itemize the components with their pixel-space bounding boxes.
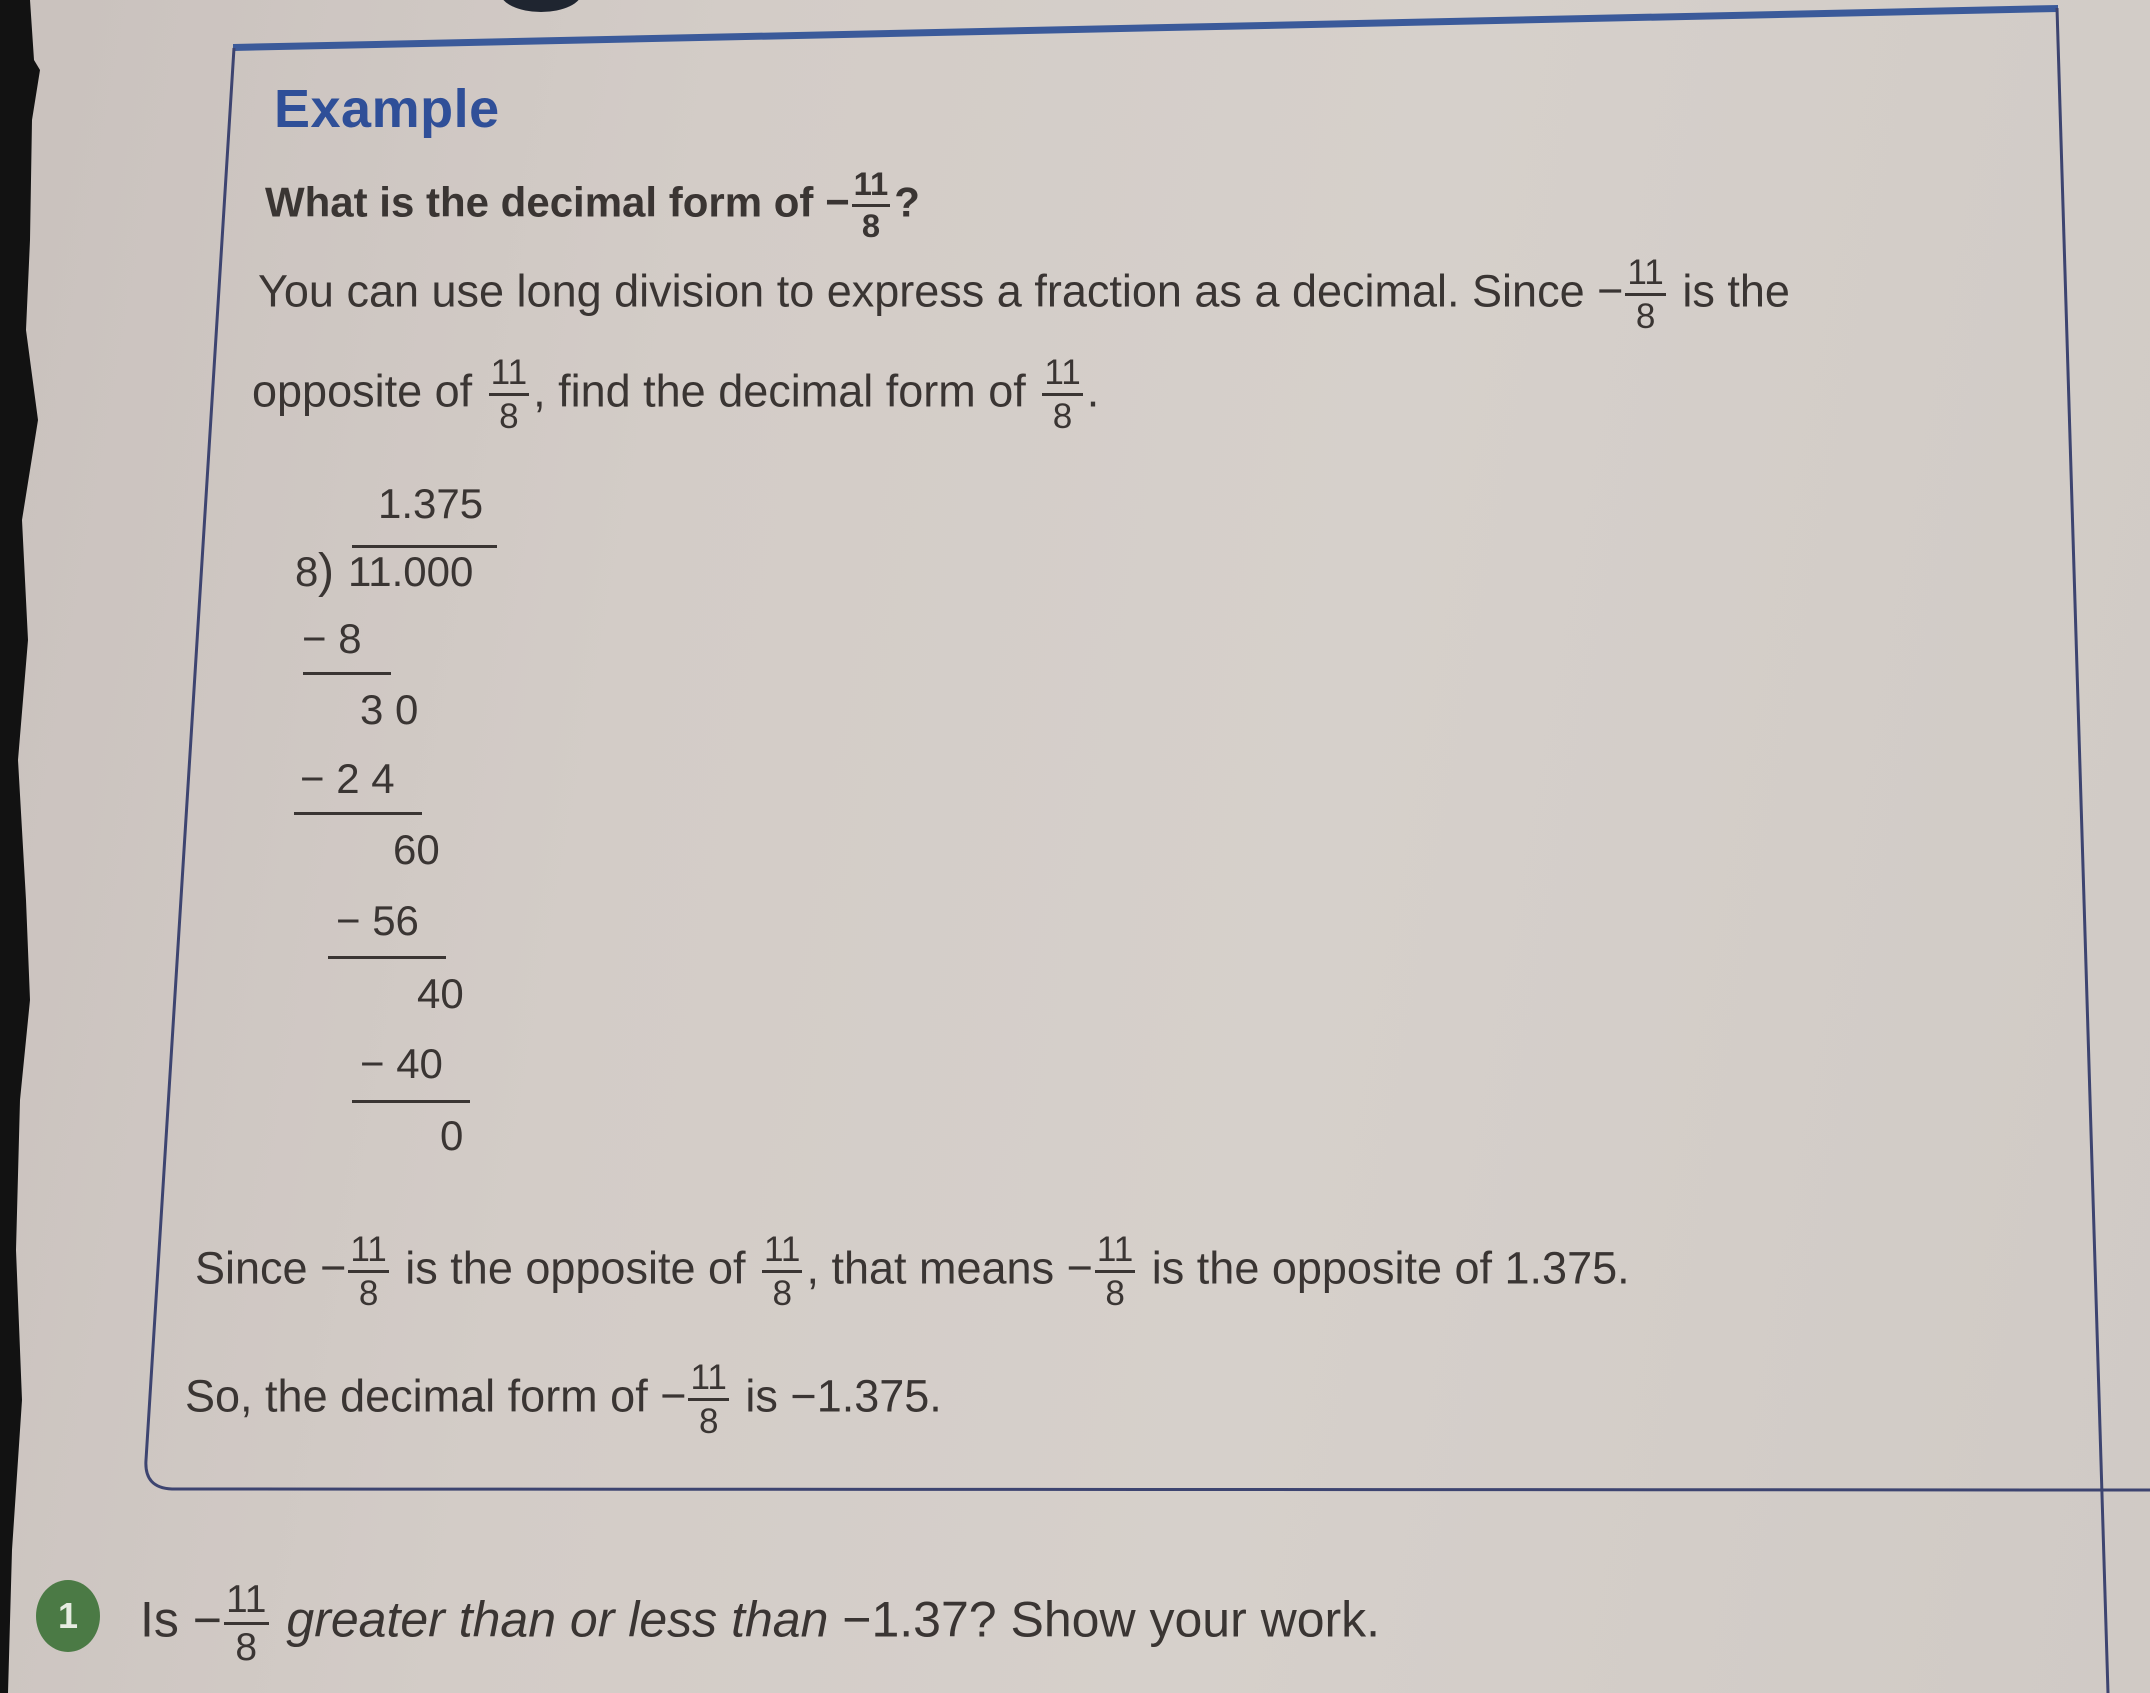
torn-dark-edge bbox=[0, 0, 40, 1693]
minus-sign: − bbox=[320, 1242, 347, 1294]
denominator: 8 bbox=[698, 1402, 719, 1442]
intro-line-2 bbox=[252, 353, 1100, 437]
intro-text: , find the decimal form of bbox=[533, 365, 1039, 417]
conclusion-text: So, the decimal form of bbox=[185, 1370, 661, 1422]
remainder-step-3: 40 bbox=[417, 970, 464, 1017]
fraction bbox=[1625, 253, 1665, 337]
denominator: 8 bbox=[1052, 397, 1073, 437]
numerator: 11 bbox=[1625, 255, 1665, 296]
subtract-step-4: − 40 bbox=[360, 1040, 443, 1087]
exercise-text: −1.37? Show your work. bbox=[842, 1591, 1381, 1648]
numerator: 11 bbox=[1095, 1232, 1135, 1273]
intro-line-1 bbox=[258, 253, 1790, 337]
divisor: 8 bbox=[295, 548, 319, 595]
subtract-step-2: − 2 4 bbox=[300, 755, 395, 802]
question-text: What is the decimal form of bbox=[265, 178, 826, 226]
fraction bbox=[688, 1358, 728, 1442]
denominator: 8 bbox=[772, 1274, 792, 1314]
step-line-2 bbox=[294, 812, 422, 815]
exercise-text: Is bbox=[140, 1591, 193, 1648]
fraction bbox=[1095, 1230, 1135, 1314]
step-line-1 bbox=[303, 672, 391, 675]
remainder-step-4: 0 bbox=[440, 1112, 464, 1159]
denominator: 8 bbox=[499, 397, 519, 437]
numerator: 11 bbox=[852, 168, 891, 207]
exercise-question bbox=[140, 1580, 1380, 1667]
denominator: 8 bbox=[358, 1274, 379, 1314]
minus-sign: − bbox=[192, 1591, 222, 1648]
conclusion-line-1 bbox=[195, 1230, 1630, 1314]
dividend: 11.000 bbox=[348, 548, 474, 595]
numerator: 11 bbox=[489, 355, 529, 396]
numerator: 11 bbox=[1042, 355, 1082, 396]
question-mark: ? bbox=[894, 178, 920, 226]
numerator: 11 bbox=[224, 1580, 269, 1625]
denominator: 8 bbox=[861, 206, 881, 244]
fraction bbox=[489, 353, 529, 437]
minus-sign: − bbox=[1066, 1242, 1093, 1294]
period: . bbox=[1086, 365, 1100, 417]
example-heading: Example bbox=[274, 79, 500, 139]
numerator: 11 bbox=[688, 1360, 728, 1401]
exercise-italic-text: greater than or less than bbox=[272, 1591, 843, 1648]
subtract-step-1: − 8 bbox=[302, 615, 362, 662]
remainder-step-2: 60 bbox=[393, 826, 440, 873]
fraction bbox=[762, 1230, 802, 1314]
denominator: 8 bbox=[235, 1626, 258, 1669]
fraction bbox=[224, 1580, 269, 1667]
step-line-4 bbox=[352, 1100, 470, 1103]
conclusion-text: is the opposite of 1.375. bbox=[1139, 1242, 1630, 1294]
intro-text: opposite of bbox=[252, 365, 485, 417]
minus-sign: − bbox=[660, 1370, 687, 1422]
subtract-step-3: − 56 bbox=[336, 897, 419, 944]
division-bracket: ) bbox=[318, 545, 334, 598]
conclusion-text: , that means bbox=[806, 1242, 1067, 1294]
numerator: 11 bbox=[348, 1232, 388, 1273]
remainder-step-1: 3 0 bbox=[360, 686, 419, 733]
fraction bbox=[1042, 353, 1082, 437]
example-question bbox=[265, 165, 920, 244]
numerator: 11 bbox=[762, 1232, 802, 1273]
quotient: 1.375 bbox=[378, 480, 484, 527]
intro-suffix: is the bbox=[1669, 265, 1790, 317]
intro-text: You can use long division to express a fraction as a decimal. Since bbox=[258, 265, 1598, 317]
conclusion-text: Since bbox=[195, 1242, 321, 1294]
step-line-3 bbox=[328, 956, 446, 959]
conclusion-text: is −1.375. bbox=[732, 1370, 942, 1422]
conclusion-line-2 bbox=[185, 1358, 942, 1442]
denominator: 8 bbox=[1105, 1274, 1125, 1314]
fraction bbox=[852, 165, 891, 244]
fraction bbox=[348, 1230, 388, 1314]
conclusion-text: is the opposite of bbox=[392, 1242, 759, 1294]
exercise-number-badge: 1 bbox=[36, 1580, 100, 1652]
denominator: 8 bbox=[1635, 297, 1656, 337]
minus-sign: − bbox=[1597, 265, 1624, 317]
minus-sign: − bbox=[825, 178, 850, 226]
